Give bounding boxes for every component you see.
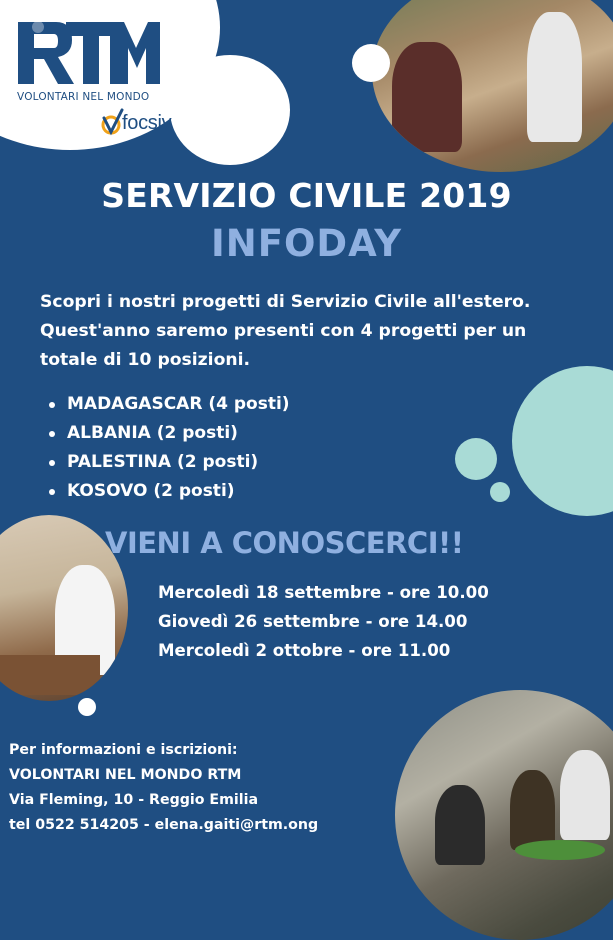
photo-person-left — [392, 42, 462, 152]
decor-circle-large — [512, 366, 613, 516]
photo-person-1 — [435, 785, 485, 865]
projects-list — [46, 390, 290, 506]
list-item: MADAGASCAR (4 posti) — [46, 390, 290, 419]
photo-person-2 — [510, 770, 555, 850]
contact-line[interactable]: tel 0522 514205 - elena.gaiti@rtm.ong — [9, 817, 319, 833]
list-item: PALESTINA (2 posti) — [46, 448, 290, 477]
event-dates — [158, 578, 489, 665]
intro-text — [40, 288, 560, 375]
list-item: KOSOVO (2 posti) — [46, 477, 290, 506]
date-item: Mercoledì 18 settembre - ore 10.00 — [158, 583, 489, 602]
page-subtitle: INFODAY — [210, 222, 403, 265]
volunteers-photo — [372, 0, 613, 172]
focsiv-logo: focsiv — [122, 112, 172, 134]
contact-info — [9, 738, 318, 838]
date-item: Giovedì 26 settembre - ore 14.00 — [158, 612, 468, 631]
photo-person-3 — [560, 750, 610, 840]
logo-cloud-bump — [170, 55, 290, 165]
contact-line: Via Fleming, 10 - Reggio Emilia — [9, 792, 259, 808]
decor-circle-small — [490, 482, 510, 502]
photo-cloud-accent — [352, 44, 390, 82]
rtm-logo — [16, 18, 161, 88]
contact-line: Per informazioni e iscrizioni: — [9, 742, 238, 758]
call-to-action: VIENI A CONOSCERCI!! — [105, 526, 464, 560]
photo-desk — [0, 655, 100, 695]
page-title: SERVIZIO CIVILE 2019 — [101, 176, 512, 215]
focsiv-check-icon — [100, 108, 124, 138]
date-item: Mercoledì 2 ottobre - ore 11.00 — [158, 641, 451, 660]
group-photo — [395, 690, 613, 940]
intro-line: Scopri i nostri progetti di Servizio Civile all'estero. — [40, 292, 531, 312]
contact-line: VOLONTARI NEL MONDO RTM — [9, 767, 242, 783]
photo-person-right — [527, 12, 582, 142]
intro-line: Quest'anno saremo presenti con 4 progetti per un — [40, 321, 527, 341]
intro-line: totale di 10 posizioni. — [40, 350, 251, 370]
list-item: ALBANIA (2 posti) — [46, 419, 290, 448]
decor-circle-medium — [455, 438, 497, 480]
photo-table — [515, 840, 605, 860]
logo-tagline: VOLONTARI NEL MONDO — [17, 91, 150, 103]
photo-cloud-accent-small — [78, 698, 96, 716]
